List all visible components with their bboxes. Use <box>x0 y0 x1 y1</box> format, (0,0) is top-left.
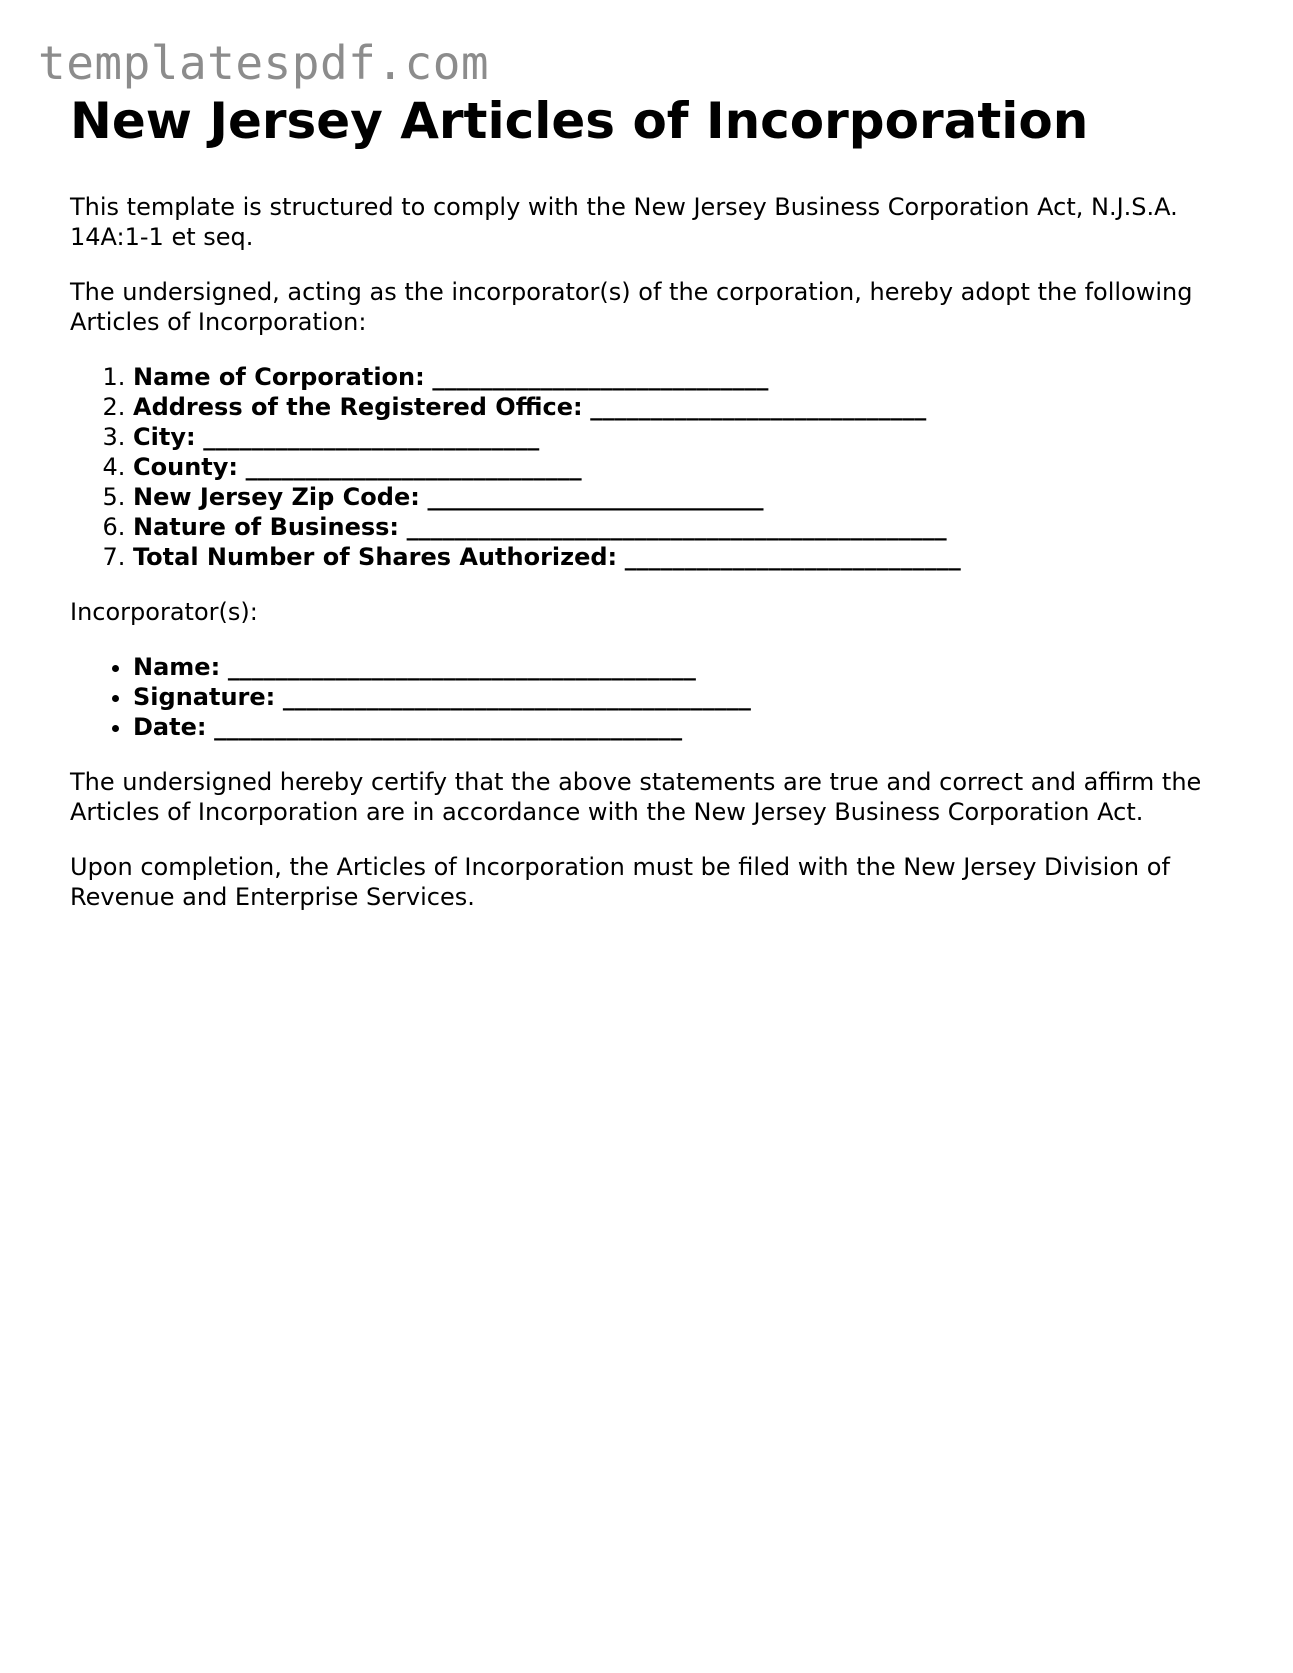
field-nature-of-business <box>133 512 1230 542</box>
blank-line[interactable]: ____________________________ <box>624 543 961 571</box>
field-label: Date: <box>133 713 207 741</box>
blank-line[interactable]: _______________________________________ <box>282 683 751 711</box>
watermark: templatespdf.com <box>38 36 490 90</box>
field-city <box>133 422 1230 452</box>
field-label: Total Number of Shares Authorized: <box>133 543 618 571</box>
blank-line[interactable]: ____________________________ <box>245 453 582 481</box>
field-label: Signature: <box>133 683 276 711</box>
field-total-shares <box>133 542 1230 572</box>
blank-line[interactable]: _______________________________________ <box>214 713 683 741</box>
field-county <box>133 452 1230 482</box>
field-registered-office <box>133 392 1230 422</box>
document-page <box>70 88 1230 912</box>
certification-paragraph: The undersigned hereby certify that the above statements are true and correct and affirm the Articles of Incorporation are in accordance with the New Jersey Business Corporation Act. <box>70 768 1202 826</box>
field-label: Name: <box>133 653 221 681</box>
field-label: Address of the Registered Office: <box>133 393 583 421</box>
blank-line[interactable]: ____________________________ <box>203 423 540 451</box>
blank-line[interactable]: ____________________________ <box>432 363 769 391</box>
blank-line[interactable]: _______________________________________ <box>227 653 696 681</box>
incorporators-heading: Incorporator(s): <box>70 598 258 626</box>
field-label: Name of Corporation: <box>133 363 425 391</box>
incorporator-signature-field <box>133 682 1230 712</box>
field-zip-code <box>133 482 1230 512</box>
incorporator-date-field <box>133 712 1230 742</box>
incorporator-fields-list <box>70 652 1230 742</box>
blank-line[interactable]: ____________________________ <box>590 393 927 421</box>
blank-line[interactable]: _____________________________________________ <box>406 513 947 541</box>
field-label: City: <box>133 423 196 451</box>
filing-paragraph: Upon completion, the Articles of Incorporation must be filed with the New Jersey Division of Revenue and Enterprise Services. <box>70 853 1170 911</box>
corporation-fields-list <box>70 362 1230 572</box>
field-label: County: <box>133 453 238 481</box>
page-title: New Jersey Articles of Incorporation <box>70 92 1089 150</box>
intro-paragraph: This template is structured to comply with the New Jersey Business Corporation Act, N.J.S.A. 14A:1-1 et seq. <box>70 193 1178 251</box>
field-label: Nature of Business: <box>133 513 400 541</box>
field-label: New Jersey Zip Code: <box>133 483 420 511</box>
adopt-paragraph: The undersigned, acting as the incorporator(s) of the corporation, hereby adopt the following Articles of Incorporation: <box>70 278 1193 336</box>
blank-line[interactable]: ____________________________ <box>427 483 764 511</box>
incorporator-name-field <box>133 652 1230 682</box>
field-name-of-corporation <box>133 362 1230 392</box>
